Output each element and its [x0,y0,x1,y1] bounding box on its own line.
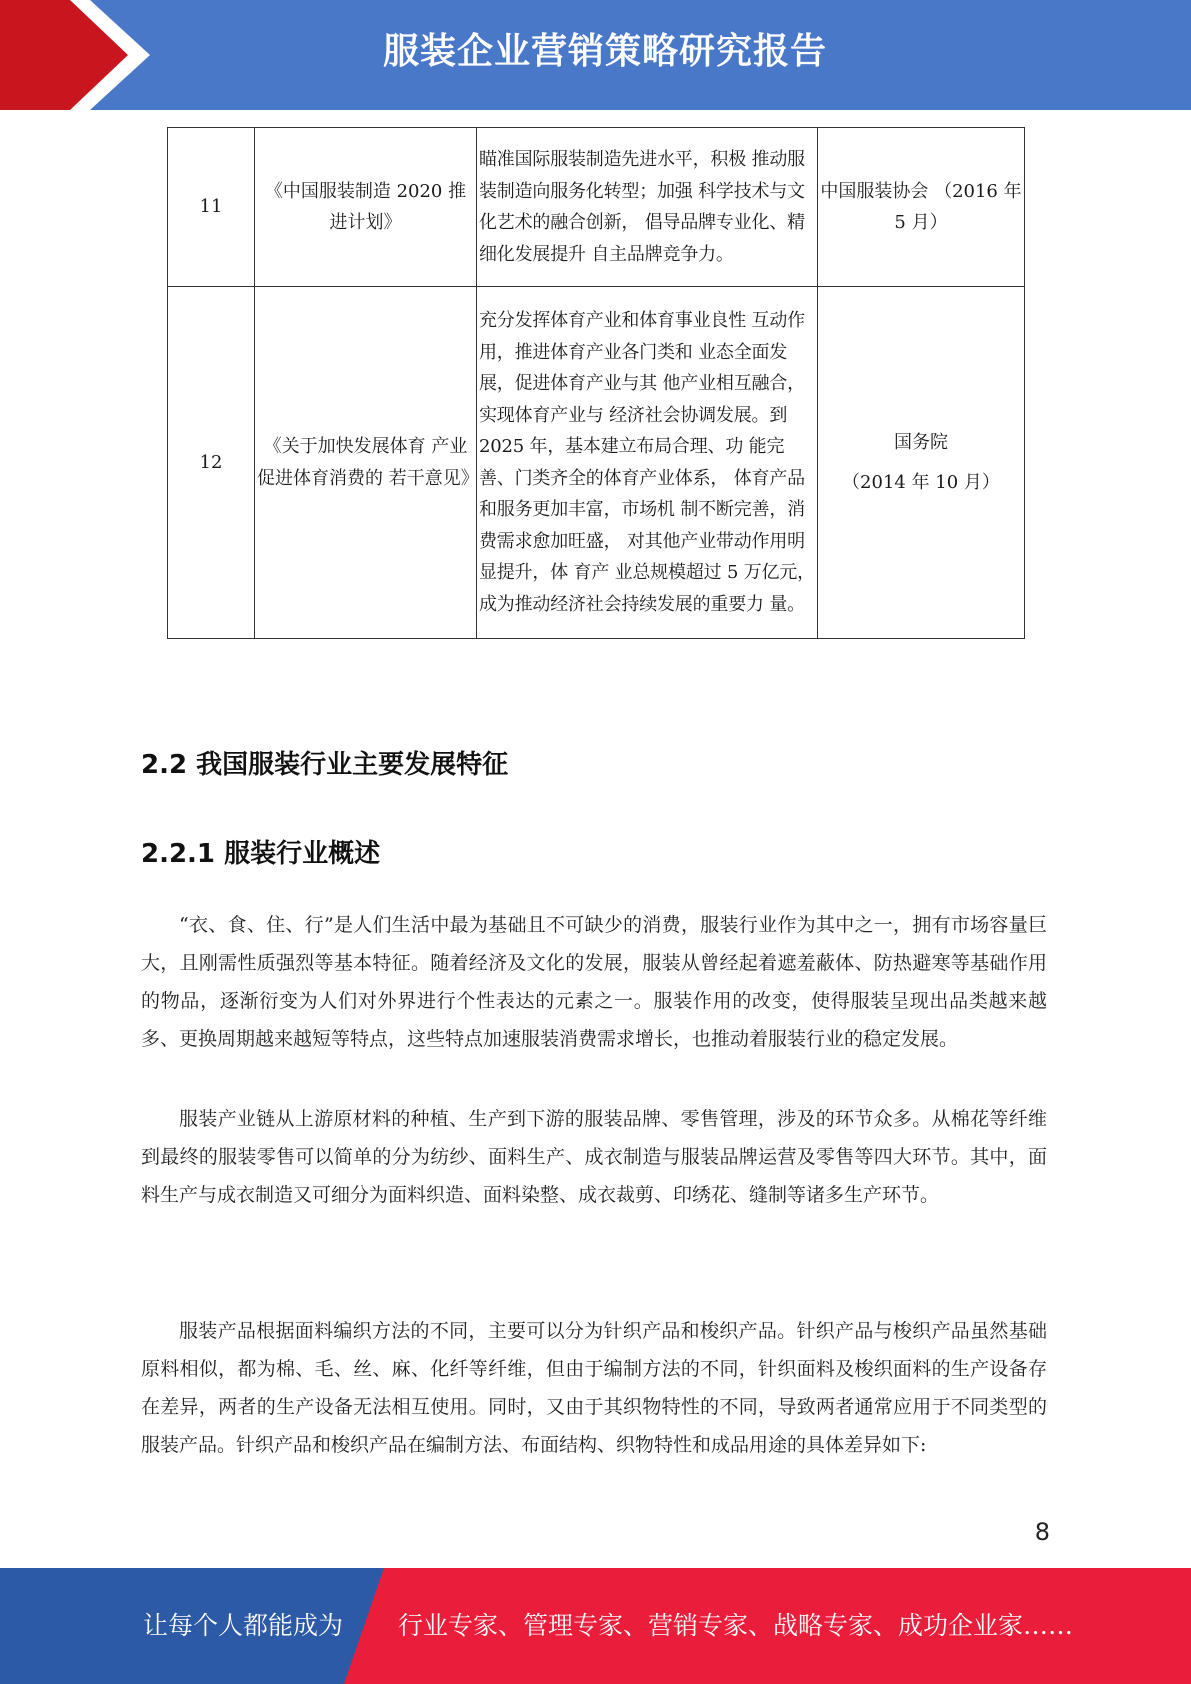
policy-issuer [818,128,1025,287]
body-paragraph: “衣、食、住、行”是人们生活中最为基础且不可缺少的消费，服装行业作为其中之一，拥有市场容量巨大，且刚需性质强烈等基本特征。随着经济及文化的发展，服装从曾经起着遮羞蔽体、防热避寒等基础作用的物品，逐渐衍变为人们对外界进行个性表达的元素之一。服装作用的改变，使得服装呈现出品类越来越多、更换周期越来越短等特点，这些特点加速服装消费需求增长，也推动着服装行业的稳定发展。 [141,914,1047,1050]
body-paragraph: 服装产业链从上游原材料的种植、生产到下游的服装品牌、零售管理，涉及的环节众多。从棉花等纤维到最终的服装零售可以简单的分为纺纱、面料生产、成衣制造与服装品牌运营及零售等四大环节。其中，面料生产与成衣制造又可细分为面料织造、面料染整、成衣裁剪、印绣花、缝制等诸多生产环节。 [141,1108,1047,1206]
row-number: 11 [168,128,255,287]
report-title: 服装企业营销策略研究报告 [382,31,827,72]
table-row [168,287,1025,639]
policy-content: 充分发挥体育产业和体育事业良性 互动作用，推进体育产业各门类和 业态全面发展，促进体育产业与其 他产业相互融合，实现体育产业与 经济社会协调发展。到 2025 年，基本建立布局合理、功 能完善、门类齐全的体育产业体系， 体育产品和服务更加丰富，市场机 制不断完善，消费需求愈加旺盛， 对其他产业带动作用明显提升，体 育产 业总规模超过 5 万亿元，成为推动经济社会持续发展的重要力 量。 [477,287,818,639]
issuer-date: （2014 年 10 月） [842,471,1000,493]
policy-name: 《中国服装制造 2020 推进计划》 [255,128,477,287]
issuer-line: 中国服装协会 （2016 年 5 月） [820,180,1022,233]
body-paragraph: 服装产品根据面料编织方法的不同，主要可以分为针织产品和梭织产品。针织产品与梭织产品虽然基础原料相似，都为棉、毛、丝、麻、化纤等纤维，但由于编制方法的不同，针织面料及梭织面料的生产设备存在差异，两者的生产设备无法相互使用。同时，又由于其织物特性的不同，导致两者通常应用于不同类型的服装产品。针织产品和梭织产品在编制方法、布面结构、织物特性和成品用途的具体差异如下: [141,1320,1047,1456]
page-number: 8 [1034,1518,1050,1546]
footer-slogan-left: 让每个人都能成为 [143,1611,344,1640]
table-row [168,128,1025,287]
chevron-icon [0,0,150,110]
footer-banner [0,1568,1191,1684]
section-heading: 2.2 我国服装行业主要发展特征 [141,750,509,780]
issuer-line: 国务院 [894,432,948,453]
policy-table [167,127,1025,639]
subsection-heading: 2.2.1 服装行业概述 [141,839,381,869]
policy-content: 瞄准国际服装制造先进水平，积极 推动服装制造向服务化转型；加强 科学技术与文化艺术的融合创新， 倡导品牌专业化、精细化发展提升 自主品牌竞争力。 [477,128,818,287]
footer-slogan-right: 行业专家、管理专家、营销专家、战略专家、成功企业家…… [398,1611,1074,1640]
row-number: 12 [168,287,255,639]
header-banner [0,0,1191,110]
policy-issuer [818,287,1025,639]
policy-name: 《关于加快发展体育 产业促进体育消费的 若干意见》 [255,287,477,639]
